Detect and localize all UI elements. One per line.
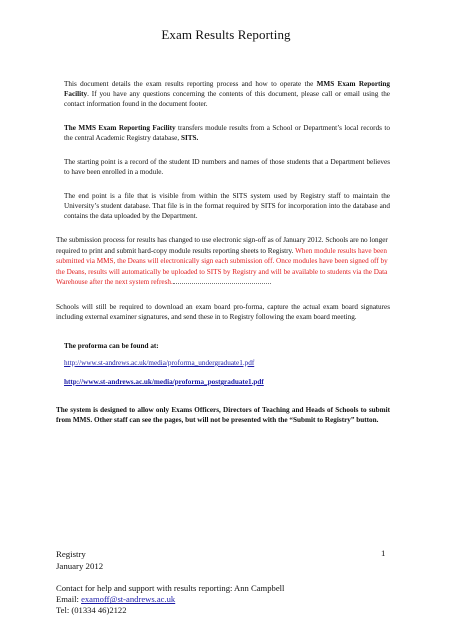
proforma-link-undergraduate-text[interactable]: http://www.st-andrews.ac.uk/media/proforma_undergraduate1.pdf [64, 359, 255, 367]
contact-line: Contact for help and support with results reporting: Ann Campbell [56, 583, 285, 593]
footer-date: January 2012 [56, 561, 104, 571]
proforma-heading-text: The proforma can be found at: [64, 342, 159, 350]
email-label: Email: [56, 594, 82, 605]
page-title: Exam Results Reporting [161, 27, 291, 42]
system-note-paragraph: The system is designed to allow only Exams Officers, Directors of Teaching and Heads of Schools to submit from MMS. Other staff can see the pages, but will not be presented with the “Submit to Registry” button. [56, 406, 390, 424]
footer-left [56, 548, 396, 572]
page-number: 1 [381, 548, 386, 558]
tel-line: Tel: (01334 46)2122 [56, 605, 127, 616]
schools-paragraph: Schools will still be required to download an exam board pro-forma, capture the actual exam board signatures including external examiner signatures, and send these in to Registry following the exam board meeting. [56, 303, 390, 321]
email-link[interactable]: examoff@st-andrews.ac.uk [81, 594, 176, 605]
submission-red-text: When module results have been submitted via MMS, the Deans will electronically sign each submission off. Once modules have been signed off by the Deans, results will automatically be uploaded to SITS by Registry and will be available to students via the Data Warehouse after the next system refresh. [56, 246, 388, 287]
facility-paragraph [64, 123, 390, 143]
submission-paragraph [56, 235, 390, 288]
end-point-paragraph: The end point is a file that is visible from within the SITS system used by Registry staff to maintain the University’s student database. That file is in the format required by SITS for incorporation into the database and contains the data uploaded by the Department. [64, 192, 390, 220]
proforma-link-postgraduate[interactable] [64, 377, 390, 387]
facility-bold-text: The MMS Exam Reporting Facility [64, 124, 176, 132]
intro-paragraph [64, 79, 390, 109]
footer-org: Registry [56, 549, 86, 559]
proforma-link-postgraduate-text[interactable]: http://www.st-andrews.ac.uk/media/proforma_postgraduate1.pdf [64, 378, 264, 386]
starting-point-paragraph: The starting point is a record of the student ID numbers and names of those students that a Department believes to have been enrolled in a module. [64, 158, 390, 176]
submission-text: The submission process for results has changed to use electronic sign-off as of January 2012. Schools are no longer required to print and submit hard-copy module results reporting sheets to Registry. [56, 236, 388, 255]
proforma-link-undergraduate[interactable] [64, 358, 390, 368]
intro-text-end: . If you have any questions concerning the contents of this document, please call or email using the contact information found in the document footer. [64, 90, 390, 108]
intro-bold-text: MMS Exam Reporting Facility [64, 80, 391, 98]
facility-text: transfers module results from a School or Department’s local records to the central Academic Registry database, [64, 124, 390, 142]
email-line [56, 594, 396, 605]
proforma-heading [64, 341, 390, 351]
footer-contact [56, 583, 396, 617]
facility-sits-text: SITS. [180, 134, 199, 142]
intro-text: This document details the exam results reporting process and how to operate the [64, 80, 317, 88]
dotted-line [173, 277, 271, 284]
